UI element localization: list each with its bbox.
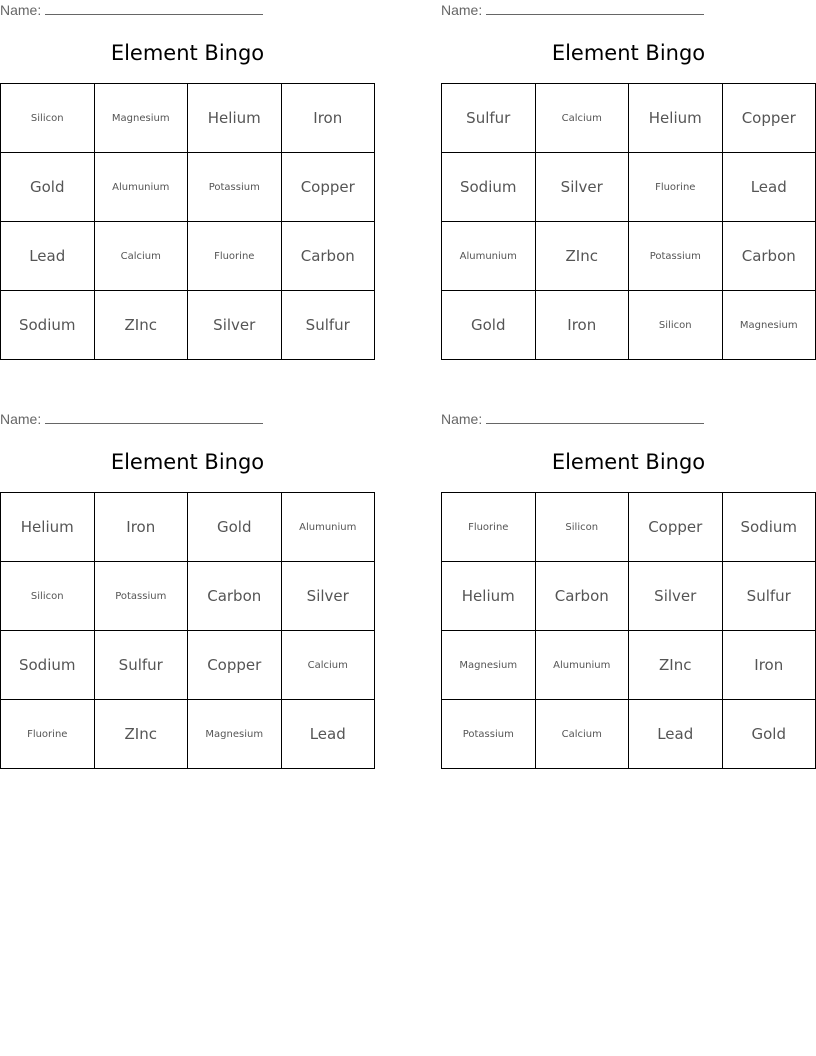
bingo-cell: Lead [281,700,375,769]
grid-row [442,700,816,769]
bingo-cell: Magnesium [722,291,816,360]
card-title: Element Bingo [551,41,706,65]
bingo-cell: Fluorine [1,700,95,769]
grid-row [1,631,375,700]
grid-row [442,631,816,700]
grid-row [1,84,375,153]
bingo-cell: Sodium [1,291,95,360]
bingo-cell: Gold [188,493,282,562]
bingo-cell: Fluorine [629,153,723,222]
bingo-cell: Silver [188,291,282,360]
bingo-cell: Helium [442,562,536,631]
card-title: Element Bingo [551,450,706,474]
bingo-cell: Helium [629,84,723,153]
bingo-cell: Gold [1,153,95,222]
bingo-cell: Copper [722,84,816,153]
bingo-cell: Magnesium [94,84,188,153]
bingo-cell: Silver [629,562,723,631]
bingo-cell: Silver [281,562,375,631]
bingo-cell: Iron [535,291,629,360]
bingo-cell: Copper [281,153,375,222]
grid-row [1,700,375,769]
bingo-cell: Fluorine [442,493,536,562]
bingo-cell: Sulfur [281,291,375,360]
bingo-cell: Gold [722,700,816,769]
name-blank-line [45,411,263,424]
grid-row [1,493,375,562]
bingo-cell: Sulfur [442,84,536,153]
bingo-cell: Silicon [1,84,95,153]
bingo-cell: Silver [535,153,629,222]
grid-row [1,153,375,222]
bingo-cell: Copper [629,493,723,562]
name-label: Name: [441,2,483,18]
bingo-cell: Sulfur [722,562,816,631]
bingo-cell: Magnesium [188,700,282,769]
bingo-cell: Sodium [1,631,95,700]
bingo-cell: Iron [281,84,375,153]
bingo-grid [0,83,375,360]
bingo-cell: Fluorine [188,222,282,291]
bingo-cell: Alumunium [281,493,375,562]
bingo-cell: Helium [1,493,95,562]
bingo-cell: Gold [442,291,536,360]
bingo-cell: Lead [722,153,816,222]
bingo-cell: Alumunium [442,222,536,291]
bingo-cell: Sulfur [94,631,188,700]
name-label: Name: [0,411,42,427]
bingo-cell: ZInc [94,700,188,769]
bingo-cell: Carbon [535,562,629,631]
bingo-cell: Calcium [535,84,629,153]
bingo-grid [441,83,816,360]
bingo-cell: Potassium [629,222,723,291]
bingo-cell: Copper [188,631,282,700]
card-title: Element Bingo [110,450,265,474]
bingo-grid [441,492,816,769]
bingo-cell: Iron [94,493,188,562]
bingo-cell: Silicon [535,493,629,562]
grid-row [442,222,816,291]
bingo-cell: Lead [629,700,723,769]
grid-row [442,493,816,562]
bingo-cell: Potassium [442,700,536,769]
bingo-cell: Alumunium [535,631,629,700]
bingo-cell: Silicon [629,291,723,360]
bingo-cell: Carbon [281,222,375,291]
grid-row [442,84,816,153]
card-title: Element Bingo [110,41,265,65]
bingo-cell: Sodium [722,493,816,562]
grid-row [442,562,816,631]
bingo-cell: Helium [188,84,282,153]
grid-row [1,291,375,360]
grid-row [442,291,816,360]
grid-row [1,222,375,291]
bingo-cell: ZInc [535,222,629,291]
bingo-grid [0,492,375,769]
bingo-cell: Carbon [722,222,816,291]
name-label: Name: [441,411,483,427]
bingo-cell: Sodium [442,153,536,222]
bingo-cell: ZInc [629,631,723,700]
bingo-cell: Alumunium [94,153,188,222]
name-blank-line [486,2,704,15]
grid-row [1,562,375,631]
bingo-cell: Calcium [535,700,629,769]
name-blank-line [486,411,704,424]
name-blank-line [45,2,263,15]
bingo-cell: Silicon [1,562,95,631]
name-field [441,411,704,427]
bingo-cell: Calcium [281,631,375,700]
name-label: Name: [0,2,42,18]
bingo-cell: Carbon [188,562,282,631]
name-field [0,411,263,427]
bingo-cell: Calcium [94,222,188,291]
grid-row [442,153,816,222]
bingo-cell: Potassium [94,562,188,631]
name-field [441,2,704,18]
bingo-cell: ZInc [94,291,188,360]
bingo-cell: Iron [722,631,816,700]
name-field [0,2,263,18]
bingo-cell: Magnesium [442,631,536,700]
bingo-cell: Lead [1,222,95,291]
bingo-cell: Potassium [188,153,282,222]
